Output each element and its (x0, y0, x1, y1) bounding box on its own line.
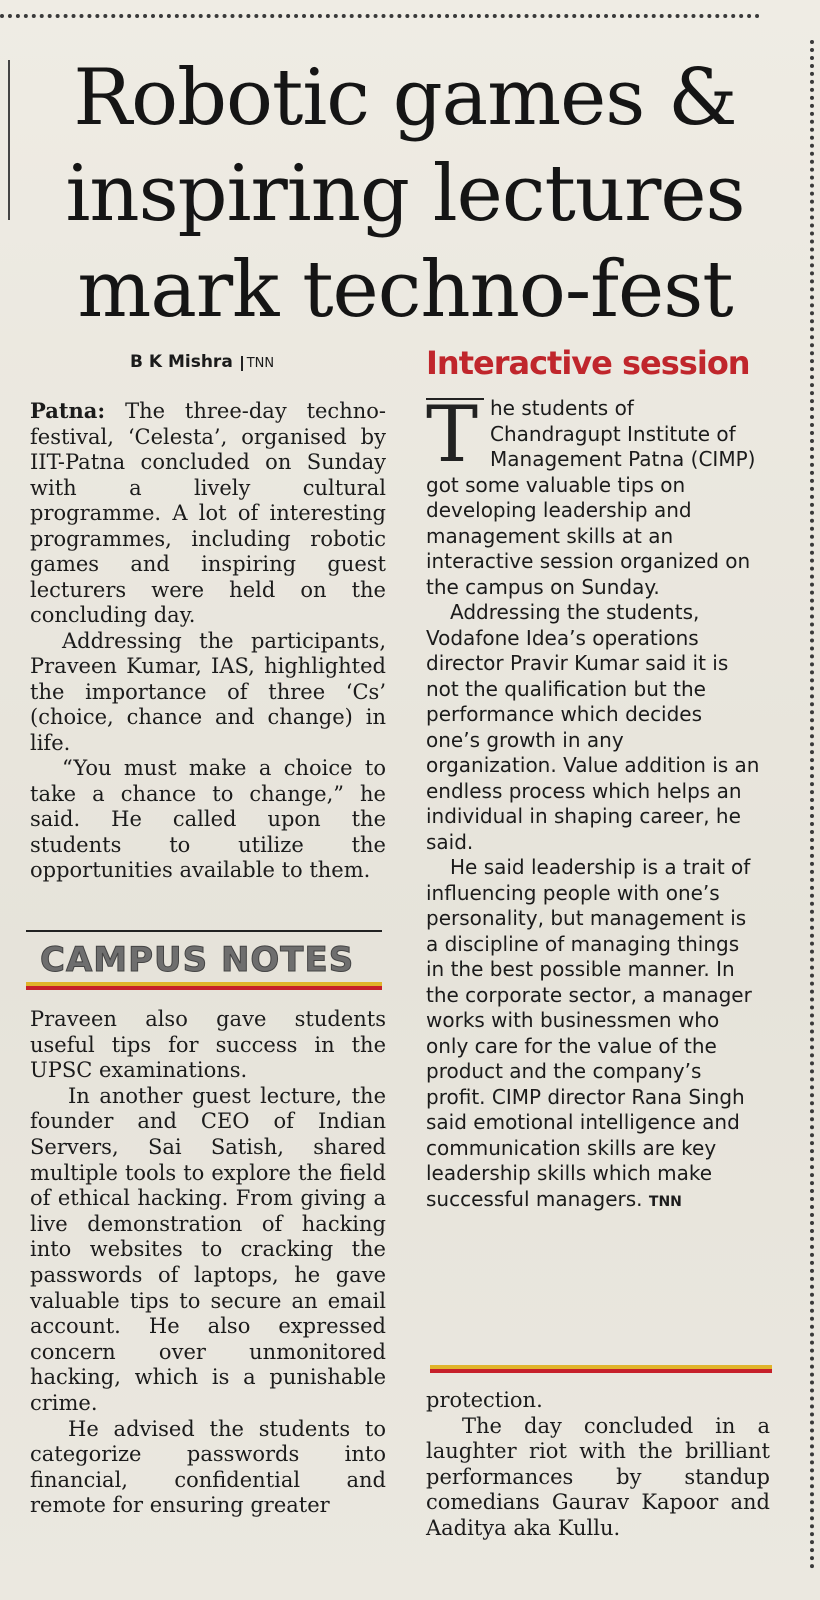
campus-notes-label: CAMPUS NOTES (40, 940, 355, 980)
headline-line-2: inspiring lectures (65, 149, 745, 239)
article-column-right-lower (426, 1388, 770, 1541)
byline-author: B K Mishra (130, 352, 233, 372)
sidebar-end-bar (430, 1365, 772, 1373)
left-column-rule (8, 60, 10, 220)
color-bar (26, 982, 382, 990)
sidebar-paragraph (426, 390, 760, 600)
top-dotted-rule (0, 14, 760, 18)
article-paragraph (30, 398, 386, 629)
campus-notes-banner (26, 930, 382, 990)
article-paragraph: In another guest lecture, the founder and CEO of Indian Servers, Sai Satish, shared multiple tools to explore the field of ethical hacking. From giving a live demonstration of hacking into websites to cracking the passwords of laptops, he gave valuable tips to secure an email account. He also expressed concern over unmonitored hacking, which is a punishable crime. (30, 1083, 386, 1415)
article-paragraph: Addressing the participants, Praveen Kumar, IAS, highlighted the importance of three ‘Cs’ (choice, chance and change) in life. (30, 628, 386, 755)
sidebar-title: Interactive session (426, 344, 750, 382)
article-column-left (30, 398, 386, 884)
dateline: Patna: (30, 398, 106, 423)
byline (130, 352, 274, 372)
article-paragraph: protection. (426, 1388, 543, 1412)
paragraph-text: The three-day techno-festival, ‘Celesta’, organised by IIT-Patna concluded on Sunday with a lively cultural programme. A lot of interesting programmes, including robotic games and inspiring guest lecturers were held on the concluding day. (30, 399, 386, 627)
headline (40, 50, 770, 338)
sidebar-paragraph: Addressing the students, Vodafone Idea’s operations director Pravir Kumar said it is not the qualification but the performance which decides one’s growth in any organization. Value addition is an endless process which helps an individual in shaping career, he said. (426, 600, 760, 854)
article-paragraph: He advised the students to categorize passwords into financial, confidential and remote for ensuring greater (30, 1416, 386, 1518)
paragraph-text: He said leadership is a trait of influencing people with one’s personality, but management is a discipline of managing things in the best possible manner. In the corporate sector, a manager works with businessmen who only care for the value of the product and the company’s profit. CIMP director Rana Singh said emotional intelligence and communication skills are key leadership skills which make successful managers. (426, 855, 752, 1211)
sidebar-column (426, 390, 760, 1215)
headline-line-1: Robotic games & (73, 53, 737, 143)
sidebar-signature: TNN (648, 1193, 682, 1210)
sidebar-paragraph (426, 855, 760, 1215)
right-dotted-rule (810, 40, 814, 1570)
article-paragraph: The day concluded in a laughter riot with the brilliant performances by standup comedians Gaurav Kapoor and Aaditya aka Kullu. (426, 1413, 770, 1540)
headline-line-3: mark techno-fest (77, 245, 733, 335)
article-column-left-lower (30, 1007, 386, 1519)
paragraph-text: he students of Chandragupt Institute of Management Patna (CIMP) got some valuable tips on developing leadership and management skills at an interactive session organized on the campus on Sunday. (426, 396, 756, 599)
byline-agency: TNN (241, 356, 274, 371)
article-paragraph: “You must make a choice to take a chance to change,” he said. He called upon the students to utilize the opportunities available to them. (30, 756, 386, 882)
banner-rule (26, 930, 382, 932)
article-paragraph: Praveen also gave students useful tips for success in the UPSC examinations. (30, 1007, 386, 1083)
drop-cap: T (426, 398, 484, 472)
